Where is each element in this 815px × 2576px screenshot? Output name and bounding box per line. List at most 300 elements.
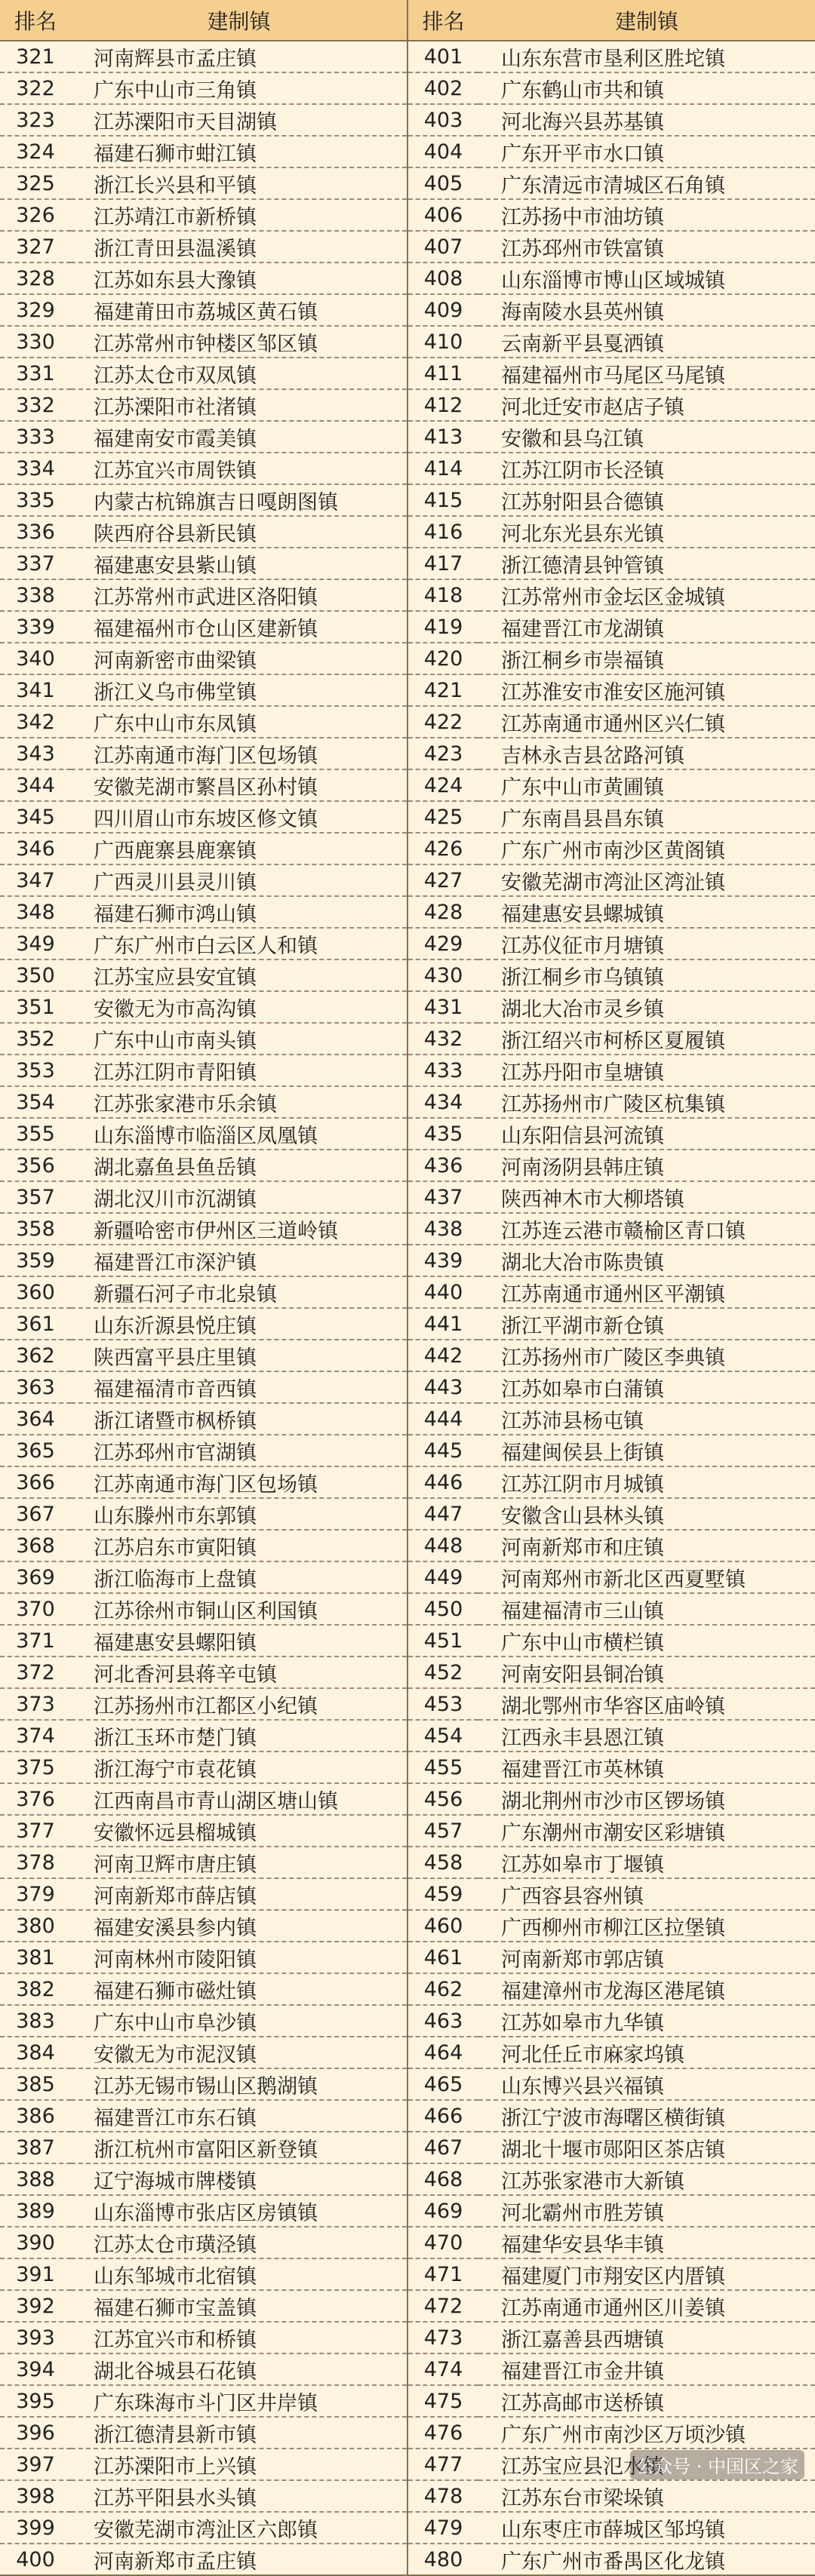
town-cell: 广东南昌县昌东镇: [478, 801, 815, 833]
rank-cell: 479: [408, 2512, 478, 2544]
rank-cell: 368: [0, 1530, 71, 1561]
town-cell: 福建石狮市蚶江镇: [71, 136, 408, 167]
rank-cell: 426: [408, 833, 478, 864]
town-cell: 海南陵水县英州镇: [478, 294, 815, 326]
rank-cell: 371: [0, 1625, 71, 1656]
table-row: [0, 72, 815, 104]
town-cell: 江苏南通市通州区兴仁镇: [478, 706, 815, 738]
town-cell: 山东淄博市张店区房镇镇: [71, 2195, 408, 2227]
rank-cell: 343: [0, 738, 71, 769]
town-cell: 江苏如皋市九华镇: [478, 2005, 815, 2037]
town-cell: 广东广州市南沙区万顷沙镇: [478, 2417, 815, 2449]
town-cell: 河北东光县东光镇: [478, 516, 815, 548]
town-cell: 江苏江阴市青阳镇: [71, 1055, 408, 1086]
town-cell: 河南安阳县铜冶镇: [478, 1656, 815, 1688]
rank-cell: 454: [408, 1720, 478, 1752]
rank-cell: 370: [0, 1593, 71, 1625]
table-row: [0, 358, 815, 389]
town-cell: 河北海兴县苏基镇: [478, 104, 815, 136]
rank-cell: 443: [408, 1371, 478, 1403]
rank-cell: 354: [0, 1086, 71, 1118]
table-row: [0, 2037, 815, 2068]
town-cell: 广东中山市阜沙镇: [71, 2005, 408, 2037]
town-cell: 江苏张家港市大新镇: [478, 2163, 815, 2195]
rank-cell: 389: [0, 2195, 71, 2227]
rank-cell: 383: [0, 2005, 71, 2037]
rank-cell: 326: [0, 199, 71, 231]
town-cell: 河南郑州市新北区西夏墅镇: [478, 1561, 815, 1593]
town-cell: 浙江长兴县和平镇: [71, 167, 408, 199]
rank-cell: 444: [408, 1403, 478, 1435]
rank-cell: 345: [0, 801, 71, 833]
table-row: [0, 2005, 815, 2037]
table-row: [0, 1023, 815, 1055]
town-cell: 湖北大冶市陈贵镇: [478, 1245, 815, 1276]
table-row: [0, 1086, 815, 1118]
table-row: [0, 104, 815, 136]
town-cell: 湖北鄂州市华容区庙岭镇: [478, 1688, 815, 1720]
town-cell: 安徽芜湖市湾沚区六郎镇: [71, 2512, 408, 2544]
town-cell: 安徽怀远县榴城镇: [71, 1815, 408, 1847]
town-cell: 河南新密市曲梁镇: [71, 643, 408, 674]
rank-cell: 434: [408, 1086, 478, 1118]
rank-header: 排名: [0, 0, 71, 41]
table-row: [0, 864, 815, 896]
town-cell: 江苏如皋市丁堰镇: [478, 1847, 815, 1878]
table-row: [0, 1213, 815, 1245]
town-cell: 福建华安县华丰镇: [478, 2227, 815, 2258]
town-cell: 浙江德清县新市镇: [71, 2417, 408, 2449]
town-cell: 河南汤阴县韩庄镇: [478, 1150, 815, 1181]
town-cell: 广东广州市白云区人和镇: [71, 928, 408, 959]
town-cell: 广东开平市水口镇: [478, 136, 815, 167]
table-row: [0, 263, 815, 294]
rank-cell: 440: [408, 1276, 478, 1308]
table-row: [0, 833, 815, 864]
town-cell: 河南新郑市薛店镇: [71, 1878, 408, 1910]
rank-cell: 467: [408, 2132, 478, 2163]
town-cell: 福建南安市霞美镇: [71, 421, 408, 453]
town-cell: 河南新郑市孟庄镇: [71, 2544, 408, 2575]
rank-cell: 358: [0, 1213, 71, 1245]
town-cell: 广东珠海市斗门区井岸镇: [71, 2385, 408, 2417]
town-cell: 江苏溧阳市社渚镇: [71, 389, 408, 421]
rank-cell: 462: [408, 1973, 478, 2005]
table-row: [0, 928, 815, 959]
town-cell: 广东中山市东凤镇: [71, 706, 408, 738]
rank-cell: 453: [408, 1688, 478, 1720]
rank-cell: 403: [408, 104, 478, 136]
town-header: 建制镇: [71, 0, 408, 41]
table-row: [0, 2100, 815, 2132]
table-row: [0, 2163, 815, 2195]
town-cell: 江苏江阴市月城镇: [478, 1466, 815, 1498]
rank-cell: 430: [408, 959, 478, 991]
rank-cell: 400: [0, 2544, 71, 2575]
town-cell: 广东中山市南头镇: [71, 1023, 408, 1055]
town-cell: 河南新郑市郭店镇: [478, 1942, 815, 1973]
town-cell: 江苏丹阳市皇塘镇: [478, 1055, 815, 1086]
rank-cell: 327: [0, 231, 71, 263]
town-cell: 江苏扬州市广陵区杭集镇: [478, 1086, 815, 1118]
rank-cell: 429: [408, 928, 478, 959]
rank-cell: 468: [408, 2163, 478, 2195]
rank-cell: 459: [408, 1878, 478, 1910]
rank-cell: 431: [408, 991, 478, 1023]
rank-cell: 365: [0, 1435, 71, 1466]
rank-cell: 332: [0, 389, 71, 421]
town-cell: 安徽无为市泥汊镇: [71, 2037, 408, 2068]
town-cell: 江苏扬州市江都区小纪镇: [71, 1688, 408, 1720]
town-cell: 福建福州市仓山区建新镇: [71, 611, 408, 643]
table-row: [0, 2480, 815, 2512]
town-cell: 江苏常州市金坛区金城镇: [478, 579, 815, 611]
rank-cell: 351: [0, 991, 71, 1023]
table-row: [0, 516, 815, 548]
rank-cell: 461: [408, 1942, 478, 1973]
rank-cell: 359: [0, 1245, 71, 1276]
town-cell: 江苏宜兴市周铁镇: [71, 453, 408, 484]
town-cell: 福建闽侯县上街镇: [478, 1435, 815, 1466]
town-cell: 江苏邳州市铁富镇: [478, 231, 815, 263]
table-row: [0, 674, 815, 706]
town-cell: 广西柳州市柳江区拉堡镇: [478, 1910, 815, 1942]
table-row: [0, 1656, 815, 1688]
rank-cell: 419: [408, 611, 478, 643]
town-cell: 福建晋江市英林镇: [478, 1752, 815, 1783]
town-cell: 江苏淮安市淮安区施河镇: [478, 674, 815, 706]
table-row: [0, 2195, 815, 2227]
town-cell: 江苏徐州市铜山区利国镇: [71, 1593, 408, 1625]
rank-cell: 395: [0, 2385, 71, 2417]
town-cell: 福建安溪县参内镇: [71, 1910, 408, 1942]
town-cell: 陕西府谷县新民镇: [71, 516, 408, 548]
table-row: [0, 2322, 815, 2353]
rank-cell: 463: [408, 2005, 478, 2037]
table-row: [0, 2258, 815, 2290]
rank-cell: 352: [0, 1023, 71, 1055]
table-row: [0, 738, 815, 769]
town-cell: 福建惠安县螺阳镇: [71, 1625, 408, 1656]
town-cell: 河南辉县市孟庄镇: [71, 41, 408, 72]
rank-cell: 387: [0, 2132, 71, 2163]
watermark: 公众号 · 中国区之家: [630, 2450, 804, 2479]
table-row: [0, 1118, 815, 1150]
rank-cell: 450: [408, 1593, 478, 1625]
rank-cell: 391: [0, 2258, 71, 2290]
rank-cell: 348: [0, 896, 71, 928]
town-cell: 山东邹城市北宿镇: [71, 2258, 408, 2290]
rank-cell: 331: [0, 358, 71, 389]
rank-cell: 448: [408, 1530, 478, 1561]
rank-cell: 416: [408, 516, 478, 548]
rank-cell: 321: [0, 41, 71, 72]
rank-cell: 374: [0, 1720, 71, 1752]
town-cell: 广东潮州市潮安区彩塘镇: [478, 1815, 815, 1847]
table-row: [0, 1847, 815, 1878]
rank-cell: 347: [0, 864, 71, 896]
town-cell: 浙江海宁市袁花镇: [71, 1752, 408, 1783]
town-cell: 江苏如东县大豫镇: [71, 263, 408, 294]
rank-cell: 404: [408, 136, 478, 167]
table-row: [0, 1340, 815, 1371]
table-row: [0, 41, 815, 72]
rank-cell: 406: [408, 199, 478, 231]
rank-cell: 433: [408, 1055, 478, 1086]
town-cell: 福建福州市马尾区马尾镇: [478, 358, 815, 389]
rank-cell: 340: [0, 643, 71, 674]
town-cell: 新疆哈密市伊州区三道岭镇: [71, 1213, 408, 1245]
town-cell: 福建莆田市荔城区黄石镇: [71, 294, 408, 326]
rank-cell: 435: [408, 1118, 478, 1150]
town-cell: 江苏射阳县合德镇: [478, 484, 815, 516]
rank-cell: 465: [408, 2068, 478, 2100]
town-cell: 山东博兴县兴福镇: [478, 2068, 815, 2100]
table-row: [0, 1308, 815, 1340]
town-cell: 河南林州市陵阳镇: [71, 1942, 408, 1973]
rank-cell: 409: [408, 294, 478, 326]
rank-cell: 425: [408, 801, 478, 833]
rank-cell: 339: [0, 611, 71, 643]
table-row: [0, 1498, 815, 1530]
rank-cell: 442: [408, 1340, 478, 1371]
rank-cell: 438: [408, 1213, 478, 1245]
rank-cell: 355: [0, 1118, 71, 1150]
rank-cell: 478: [408, 2480, 478, 2512]
rank-cell: 350: [0, 959, 71, 991]
town-cell: 安徽芜湖市繁昌区孙村镇: [71, 769, 408, 801]
town-cell: 山东枣庄市薛城区邹坞镇: [478, 2512, 815, 2544]
rank-cell: 367: [0, 1498, 71, 1530]
town-cell: 广东清远市清城区石角镇: [478, 167, 815, 199]
rank-cell: 393: [0, 2322, 71, 2353]
town-cell: 广西鹿寨县鹿寨镇: [71, 833, 408, 864]
rank-cell: 390: [0, 2227, 71, 2258]
rank-cell: 372: [0, 1656, 71, 1688]
town-cell: 江苏常州市钟楼区邹区镇: [71, 326, 408, 358]
rank-cell: 473: [408, 2322, 478, 2353]
rank-cell: 477: [408, 2449, 478, 2480]
rank-cell: 376: [0, 1783, 71, 1815]
rank-cell: 415: [408, 484, 478, 516]
rank-cell: 360: [0, 1276, 71, 1308]
rank-cell: 464: [408, 2037, 478, 2068]
table-row: [0, 421, 815, 453]
town-cell: 广东中山市黄圃镇: [478, 769, 815, 801]
rank-cell: 385: [0, 2068, 71, 2100]
table-row: [0, 801, 815, 833]
table-row: [0, 1245, 815, 1276]
table-row: [0, 1181, 815, 1213]
rank-cell: 411: [408, 358, 478, 389]
rank-cell: 420: [408, 643, 478, 674]
town-cell: 江苏张家港市乐余镇: [71, 1086, 408, 1118]
town-cell: 吉林永吉县岔路河镇: [478, 738, 815, 769]
table-row: [0, 2290, 815, 2322]
rank-cell: 405: [408, 167, 478, 199]
rank-cell: 432: [408, 1023, 478, 1055]
rank-cell: 362: [0, 1340, 71, 1371]
rank-cell: 369: [0, 1561, 71, 1593]
table-row: [0, 2417, 815, 2449]
rank-cell: 413: [408, 421, 478, 453]
rank-cell: 457: [408, 1815, 478, 1847]
rank-cell: 334: [0, 453, 71, 484]
town-cell: 山东淄博市博山区域城镇: [478, 263, 815, 294]
rank-cell: 423: [408, 738, 478, 769]
town-cell: 湖北荆州市沙市区锣场镇: [478, 1783, 815, 1815]
rank-cell: 422: [408, 706, 478, 738]
town-cell: 安徽含山县林头镇: [478, 1498, 815, 1530]
rank-cell: 325: [0, 167, 71, 199]
rank-cell: 379: [0, 1878, 71, 1910]
rank-cell: 384: [0, 2037, 71, 2068]
town-cell: 江苏无锡市锡山区鹅湖镇: [71, 2068, 408, 2100]
rank-cell: 407: [408, 231, 478, 263]
town-cell: 广东中山市横栏镇: [478, 1625, 815, 1656]
rank-cell: 366: [0, 1466, 71, 1498]
table-row: [0, 2353, 815, 2385]
table-row: [0, 1815, 815, 1847]
town-cell: 广西容县容州镇: [478, 1878, 815, 1910]
town-cell: 浙江青田县温溪镇: [71, 231, 408, 263]
town-cell: 江苏宜兴市和桥镇: [71, 2322, 408, 2353]
town-cell: 江苏南通市通州区川姜镇: [478, 2290, 815, 2322]
rank-cell: 324: [0, 136, 71, 167]
rank-cell: 408: [408, 263, 478, 294]
rank-cell: 344: [0, 769, 71, 801]
town-cell: 江苏启东市寅阳镇: [71, 1530, 408, 1561]
rank-cell: 337: [0, 548, 71, 579]
rank-cell: 439: [408, 1245, 478, 1276]
town-cell: 江苏溧阳市上兴镇: [71, 2449, 408, 2480]
rank-cell: 396: [0, 2417, 71, 2449]
rank-cell: 353: [0, 1055, 71, 1086]
town-cell: 江苏太仓市璜泾镇: [71, 2227, 408, 2258]
table-row: [0, 1910, 815, 1942]
town-cell: 河北香河县蒋辛屯镇: [71, 1656, 408, 1688]
rank-cell: 441: [408, 1308, 478, 1340]
town-cell: 浙江义乌市佛堂镇: [71, 674, 408, 706]
town-cell: 安徽无为市高沟镇: [71, 991, 408, 1023]
table-row: [0, 326, 815, 358]
table-row: [0, 1561, 815, 1593]
table-row: [0, 959, 815, 991]
town-cell: 陕西富平县庄里镇: [71, 1340, 408, 1371]
rank-cell: 445: [408, 1435, 478, 1466]
town-cell: 河南卫辉市唐庄镇: [71, 1847, 408, 1878]
town-cell: 浙江嘉善县西塘镇: [478, 2322, 815, 2353]
town-cell: 福建厦门市翔安区内厝镇: [478, 2258, 815, 2290]
town-cell: 河北任丘市麻家坞镇: [478, 2037, 815, 2068]
town-cell: 江苏常州市武进区洛阳镇: [71, 579, 408, 611]
town-cell: 江苏溧阳市天目湖镇: [71, 104, 408, 136]
rank-cell: 380: [0, 1910, 71, 1942]
table-row: [0, 2227, 815, 2258]
rank-cell: 475: [408, 2385, 478, 2417]
rank-cell: 456: [408, 1783, 478, 1815]
town-cell: 安徽和县乌江镇: [478, 421, 815, 453]
rank-cell: 329: [0, 294, 71, 326]
town-cell: 江苏南通市海门区包场镇: [71, 1466, 408, 1498]
town-cell: 江苏扬中市油坊镇: [478, 199, 815, 231]
table-row: [0, 1150, 815, 1181]
table-row: [0, 611, 815, 643]
rank-cell: 472: [408, 2290, 478, 2322]
rank-cell: 418: [408, 579, 478, 611]
rank-cell: 377: [0, 1815, 71, 1847]
rank-cell: 375: [0, 1752, 71, 1783]
town-cell: 江苏如皋市白蒲镇: [478, 1371, 815, 1403]
rank-cell: 386: [0, 2100, 71, 2132]
rank-cell: 414: [408, 453, 478, 484]
town-cell: 河北霸州市胜芳镇: [478, 2195, 815, 2227]
rank-cell: 338: [0, 579, 71, 611]
town-cell: 江苏仪征市月塘镇: [478, 928, 815, 959]
town-cell: 山东阳信县河流镇: [478, 1118, 815, 1150]
town-cell: 福建晋江市深沪镇: [71, 1245, 408, 1276]
rank-cell: 417: [408, 548, 478, 579]
town-cell: 浙江桐乡市乌镇镇: [478, 959, 815, 991]
rank-cell: 449: [408, 1561, 478, 1593]
table-row: [0, 2385, 815, 2417]
town-cell: 湖北大冶市灵乡镇: [478, 991, 815, 1023]
rank-cell: 323: [0, 104, 71, 136]
town-cell: 浙江宁波市海曙区横街镇: [478, 2100, 815, 2132]
town-cell: 内蒙古杭锦旗吉日嘎朗图镇: [71, 484, 408, 516]
rank-cell: 446: [408, 1466, 478, 1498]
rank-cell: 470: [408, 2227, 478, 2258]
town-cell: 江苏南通市通州区平潮镇: [478, 1276, 815, 1308]
table-row: [0, 769, 815, 801]
table-row: [0, 453, 815, 484]
town-cell: 福建惠安县螺城镇: [478, 896, 815, 928]
town-cell: 江苏南通市海门区包场镇: [71, 738, 408, 769]
town-cell: 福建晋江市东石镇: [71, 2100, 408, 2132]
rank-cell: 381: [0, 1942, 71, 1973]
town-cell: 浙江杭州市富阳区新登镇: [71, 2132, 408, 2163]
town-cell: 福建惠安县紫山镇: [71, 548, 408, 579]
town-cell: 山东东营市垦利区胜坨镇: [478, 41, 815, 72]
town-cell: 广东中山市三角镇: [71, 72, 408, 104]
rank-cell: 471: [408, 2258, 478, 2290]
rank-cell: 410: [408, 326, 478, 358]
table-row: [0, 1625, 815, 1656]
rank-cell: 399: [0, 2512, 71, 2544]
rank-cell: 466: [408, 2100, 478, 2132]
town-cell: 浙江临海市上盘镇: [71, 1561, 408, 1593]
rank-cell: 447: [408, 1498, 478, 1530]
town-cell: 浙江德清县钟管镇: [478, 548, 815, 579]
table-row: [0, 643, 815, 674]
town-cell: 陕西神木市大柳塔镇: [478, 1181, 815, 1213]
town-cell: 四川眉山市东坡区修文镇: [71, 801, 408, 833]
town-cell: 安徽芜湖市湾沚区湾沚镇: [478, 864, 815, 896]
rank-cell: 469: [408, 2195, 478, 2227]
rank-cell: 436: [408, 1150, 478, 1181]
town-cell: 江苏宝应县安宜镇: [71, 959, 408, 991]
rank-cell: 346: [0, 833, 71, 864]
town-cell: 江苏靖江市新桥镇: [71, 199, 408, 231]
town-cell: 江苏太仓市双凤镇: [71, 358, 408, 389]
table-row: [0, 1403, 815, 1435]
town-header: 建制镇: [478, 0, 815, 41]
town-cell: 湖北嘉鱼县鱼岳镇: [71, 1150, 408, 1181]
rank-cell: 322: [0, 72, 71, 104]
town-cell: 江苏江阴市长泾镇: [478, 453, 815, 484]
table-row: [0, 1435, 815, 1466]
rank-cell: 398: [0, 2480, 71, 2512]
